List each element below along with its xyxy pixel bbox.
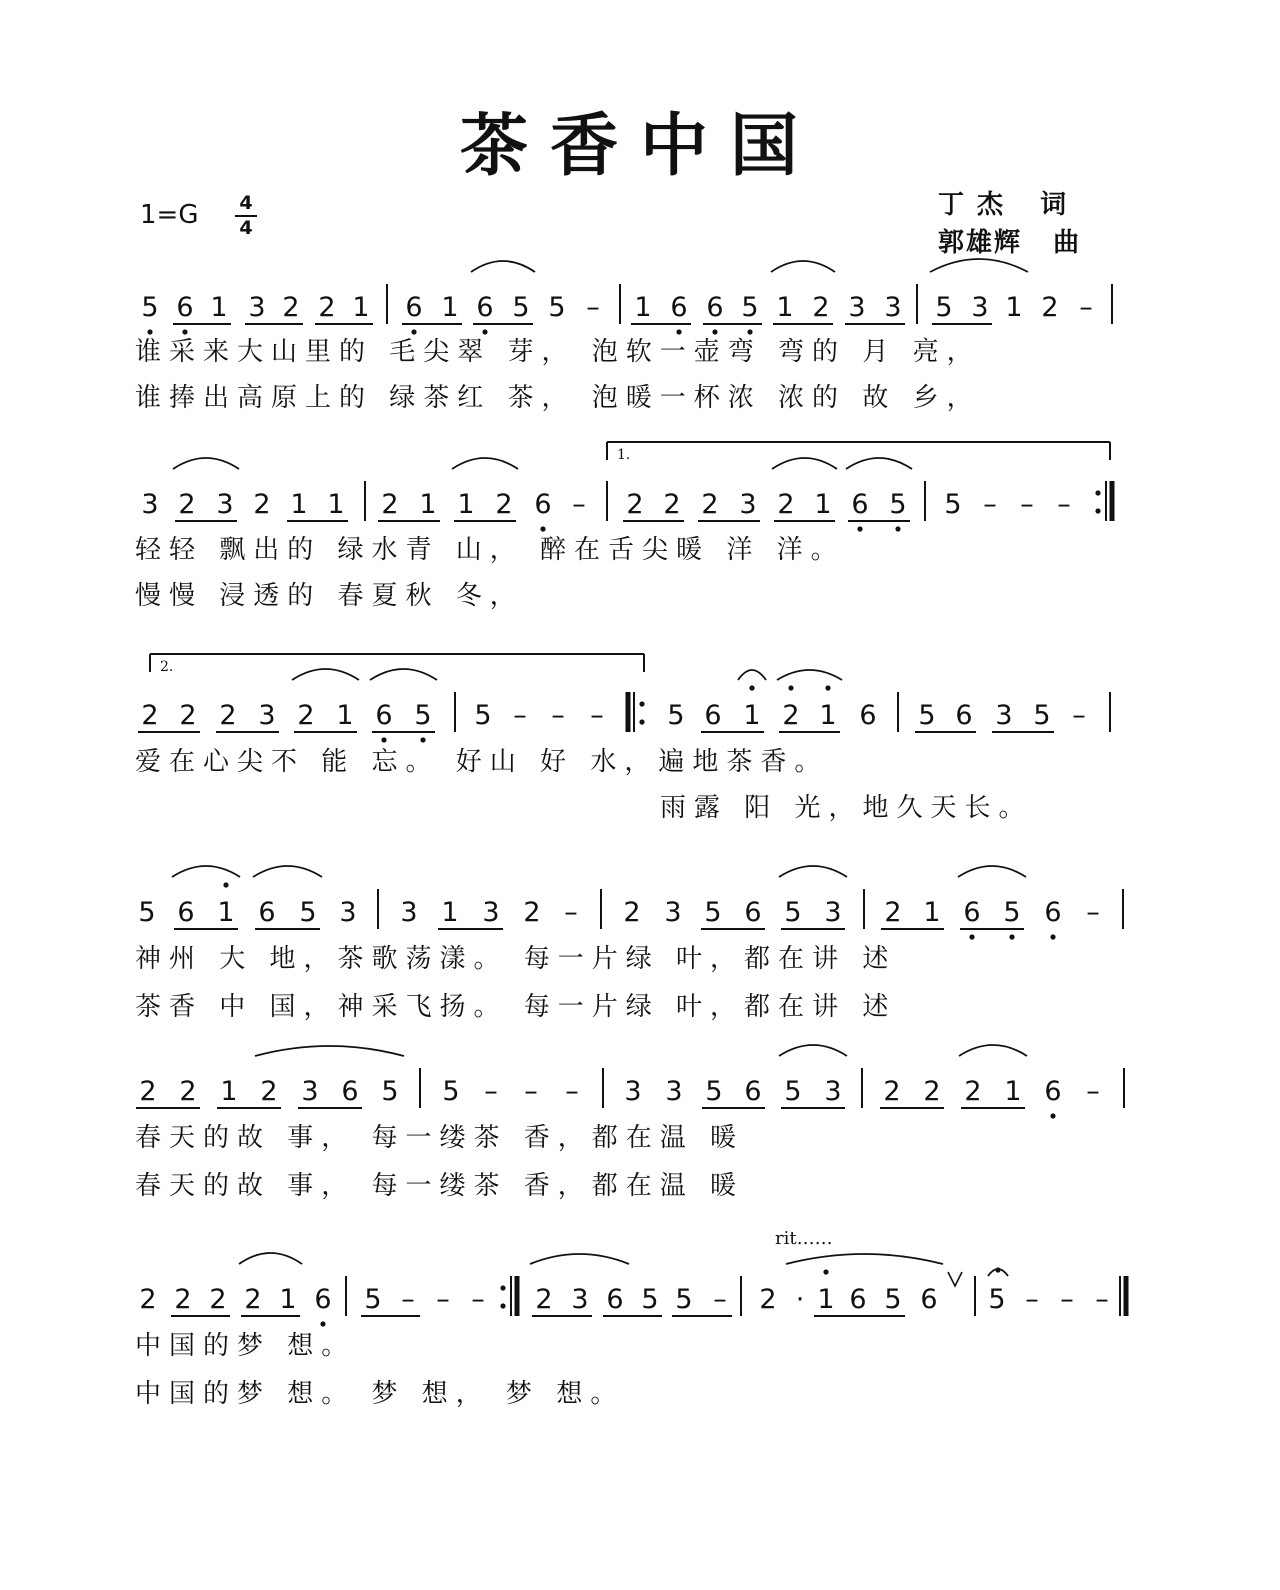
note-number: 5 bbox=[641, 1284, 659, 1315]
low-octave-dot bbox=[381, 737, 386, 742]
note-number: 6 bbox=[258, 897, 276, 928]
note-number: 3 bbox=[664, 897, 682, 928]
low-octave-dot bbox=[1050, 1113, 1055, 1118]
lyric-line-1: 春天的故 事， 每一缕茶 香，都在温 暖 bbox=[135, 1123, 745, 1153]
note-number: 3 bbox=[824, 1076, 842, 1107]
sustain-dash: – bbox=[484, 1076, 498, 1107]
slur bbox=[771, 261, 835, 272]
slur bbox=[172, 866, 240, 877]
fermata-dot bbox=[995, 1267, 1000, 1272]
slur bbox=[173, 458, 239, 469]
sustain-dash: – bbox=[565, 1076, 579, 1107]
note-number: 3 bbox=[482, 897, 500, 928]
sustain-dash: – bbox=[1060, 1284, 1074, 1315]
low-octave-dot bbox=[411, 329, 416, 334]
sustain-dash: – bbox=[524, 1076, 538, 1107]
slur bbox=[738, 670, 766, 680]
sustain-dash: – bbox=[1020, 489, 1034, 520]
lyric-line-1: 轻轻 飘出的 绿水青 山， 醉在舌尖暖 洋 洋。 bbox=[135, 535, 845, 565]
lyricist-role: 词 bbox=[1040, 190, 1069, 220]
note-number: 2 bbox=[209, 1284, 227, 1315]
sustain-dash: – bbox=[1025, 1284, 1039, 1315]
note-number: 1 bbox=[210, 292, 228, 323]
note-number: 6 bbox=[1044, 1076, 1062, 1107]
time-signature-top: 4 bbox=[239, 192, 253, 214]
lyric-line-1: 中国的梦 想。 bbox=[135, 1331, 356, 1361]
note-number: 6 bbox=[1044, 897, 1062, 928]
sustain-dash: – bbox=[1095, 1284, 1109, 1315]
lyric-line-2: 春天的故 事， 每一缕茶 香，都在温 暖 bbox=[135, 1171, 745, 1201]
note-number: 1 bbox=[217, 897, 235, 928]
slur bbox=[255, 1046, 404, 1056]
slur bbox=[530, 1254, 629, 1264]
low-octave-dot bbox=[320, 1321, 325, 1326]
note-number: 3 bbox=[884, 292, 902, 323]
sustain-dash: – bbox=[983, 489, 997, 520]
note-number: 2 bbox=[244, 1284, 262, 1315]
sustain-dash: – bbox=[564, 897, 578, 928]
note-number: 2 bbox=[782, 700, 800, 731]
high-octave-dot bbox=[749, 685, 754, 690]
repeat-dot bbox=[1095, 490, 1100, 495]
note-number: 1 bbox=[290, 489, 308, 520]
note-number: 5 bbox=[705, 1076, 723, 1107]
note-number: 5 bbox=[704, 897, 722, 928]
lyric-line-2: 雨露 阳 光，地久天长。 bbox=[660, 793, 1033, 823]
note-number: 5 bbox=[935, 292, 953, 323]
note-number: 5 bbox=[944, 489, 962, 520]
note-number: 2 bbox=[883, 1076, 901, 1107]
note-number: 6 bbox=[176, 292, 194, 323]
low-octave-dot bbox=[1050, 934, 1055, 939]
note-number: 2 bbox=[297, 700, 315, 731]
note-number: 1 bbox=[441, 292, 459, 323]
note-number: 5 bbox=[884, 1284, 902, 1315]
note-number: 1 bbox=[327, 489, 345, 520]
low-octave-dot bbox=[712, 329, 717, 334]
note-number: 2 bbox=[178, 489, 196, 520]
note-number: 6 bbox=[859, 700, 877, 731]
sustain-dash: – bbox=[590, 700, 604, 731]
note-number: 1 bbox=[1005, 292, 1023, 323]
note-number: 2 bbox=[812, 292, 830, 323]
sustain-dash: – bbox=[1086, 897, 1100, 928]
sustain-dash: – bbox=[713, 1284, 727, 1315]
note-number: 2 bbox=[623, 897, 641, 928]
note-number: 6 bbox=[375, 700, 393, 731]
sustain-dash: – bbox=[572, 489, 586, 520]
slur bbox=[786, 1254, 943, 1264]
note-number: 1 bbox=[441, 897, 459, 928]
sustain-dash: – bbox=[1057, 489, 1071, 520]
note-number: 2 bbox=[139, 1076, 157, 1107]
note-number: 6 bbox=[405, 292, 423, 323]
note-number: 3 bbox=[571, 1284, 589, 1315]
note-number: 6 bbox=[606, 1284, 624, 1315]
note-number: 5 bbox=[667, 700, 685, 731]
slur bbox=[772, 458, 837, 469]
lyric-line-2: 中国的梦 想。 梦 想， 梦 想。 bbox=[135, 1379, 625, 1409]
note-number: 5 bbox=[299, 897, 317, 928]
note-number: 6 bbox=[851, 489, 869, 520]
note-number: 5 bbox=[364, 1284, 382, 1315]
sustain-dash: – bbox=[401, 1284, 415, 1315]
note-number: 6 bbox=[849, 1284, 867, 1315]
slur bbox=[452, 458, 518, 469]
note-number: 5 bbox=[784, 897, 802, 928]
slur bbox=[930, 259, 1028, 272]
note-number: 5 bbox=[138, 897, 156, 928]
note-number: 5 bbox=[918, 700, 936, 731]
high-octave-dot bbox=[823, 1269, 828, 1274]
note-number: 3 bbox=[248, 292, 266, 323]
note-number: 3 bbox=[216, 489, 234, 520]
low-octave-dot bbox=[857, 526, 862, 531]
note-number: 2 bbox=[759, 1284, 777, 1315]
note-number: · bbox=[795, 1284, 805, 1315]
note-number: 6 bbox=[955, 700, 973, 731]
slur bbox=[959, 1045, 1027, 1056]
high-octave-dot bbox=[223, 882, 228, 887]
low-octave-dot bbox=[1009, 934, 1014, 939]
note-number: 2 bbox=[495, 489, 513, 520]
note-number: 5 bbox=[414, 700, 432, 731]
lyric-line-2: 慢慢 浸透的 春夏秋 冬， bbox=[135, 581, 524, 611]
note-number: 2 bbox=[253, 489, 271, 520]
lyric-line-1: 神州 大 地，茶歌荡漾。 每一片绿 叶，都在讲 述 bbox=[135, 944, 897, 974]
note-number: 6 bbox=[534, 489, 552, 520]
low-octave-dot bbox=[147, 329, 152, 334]
slur bbox=[239, 1253, 302, 1264]
slur bbox=[471, 261, 535, 272]
note-number: 5 bbox=[442, 1076, 460, 1107]
sustain-dash: – bbox=[436, 1284, 450, 1315]
note-number: 3 bbox=[995, 700, 1013, 731]
note-number: 5 bbox=[141, 292, 159, 323]
slur bbox=[779, 866, 847, 877]
note-number: 1 bbox=[279, 1284, 297, 1315]
sustain-dash: – bbox=[513, 700, 527, 731]
note-number: 2 bbox=[777, 489, 795, 520]
low-octave-dot bbox=[182, 329, 187, 334]
note-number: 3 bbox=[400, 897, 418, 928]
lyric-line-1: 谁采来大山里的 毛尖翠 芽， 泡软一壶弯 弯的 月 亮， bbox=[135, 337, 981, 367]
note-number: 1 bbox=[457, 489, 475, 520]
note-number: 5 bbox=[1003, 897, 1021, 928]
note-number: 5 bbox=[1033, 700, 1051, 731]
note-number: 6 bbox=[177, 897, 195, 928]
note-number: 5 bbox=[548, 292, 566, 323]
note-number: 2 bbox=[964, 1076, 982, 1107]
low-octave-dot bbox=[747, 329, 752, 334]
time-signature-bottom: 4 bbox=[239, 217, 253, 239]
repeat-dot bbox=[639, 719, 644, 724]
note-number: 1 bbox=[923, 897, 941, 928]
song-title: 茶香中国 bbox=[459, 107, 820, 186]
sustain-dash: – bbox=[551, 700, 565, 731]
note-number: 5 bbox=[512, 292, 530, 323]
slur bbox=[370, 669, 437, 680]
sustain-dash: – bbox=[586, 292, 600, 323]
lyric-line-2: 茶香 中 国，神采飞扬。 每一片绿 叶，都在讲 述 bbox=[135, 992, 897, 1022]
note-number: 2 bbox=[626, 489, 644, 520]
note-number: 2 bbox=[260, 1076, 278, 1107]
sustain-dash: – bbox=[1086, 1076, 1100, 1107]
note-number: 1 bbox=[819, 700, 837, 731]
note-number: 3 bbox=[971, 292, 989, 323]
composer-name: 郭雄辉 bbox=[938, 228, 1023, 258]
sustain-dash: – bbox=[1072, 700, 1086, 731]
lyricist-name: 丁 杰 bbox=[938, 190, 1006, 220]
note-number: 2 bbox=[1041, 292, 1059, 323]
repeat-dot bbox=[1095, 508, 1100, 513]
tempo-mark: rit…… bbox=[775, 1228, 833, 1249]
note-number: 2 bbox=[179, 700, 197, 731]
note-number: 2 bbox=[179, 1076, 197, 1107]
sustain-dash: – bbox=[471, 1284, 485, 1315]
note-number: 6 bbox=[744, 1076, 762, 1107]
key-signature: 1=G bbox=[140, 200, 199, 230]
note-number: 1 bbox=[1004, 1076, 1022, 1107]
note-number: 1 bbox=[814, 489, 832, 520]
repeat-dot bbox=[500, 1303, 505, 1308]
note-number: 6 bbox=[314, 1284, 332, 1315]
slur bbox=[777, 670, 842, 680]
note-number: 6 bbox=[341, 1076, 359, 1107]
low-octave-dot bbox=[969, 934, 974, 939]
high-octave-dot bbox=[825, 685, 830, 690]
note-number: 6 bbox=[706, 292, 724, 323]
volta-2-label: 2. bbox=[160, 659, 174, 675]
note-number: 6 bbox=[704, 700, 722, 731]
note-number: 3 bbox=[665, 1076, 683, 1107]
note-number: 1 bbox=[419, 489, 437, 520]
note-number: 1 bbox=[634, 292, 652, 323]
repeat-dot bbox=[639, 701, 644, 706]
note-number: 3 bbox=[848, 292, 866, 323]
low-octave-dot bbox=[895, 526, 900, 531]
note-number: 5 bbox=[381, 1076, 399, 1107]
low-octave-dot bbox=[540, 526, 545, 531]
note-number: 2 bbox=[219, 700, 237, 731]
note-number: 2 bbox=[174, 1284, 192, 1315]
note-number: 6 bbox=[476, 292, 494, 323]
note-number: 2 bbox=[923, 1076, 941, 1107]
slur bbox=[958, 866, 1026, 877]
note-number: 5 bbox=[784, 1076, 802, 1107]
note-number: 5 bbox=[741, 292, 759, 323]
breath-mark-icon bbox=[948, 1272, 962, 1286]
lyric-line-1: 爱在心尖不 能 忘。 好山 好 水，遍地茶香。 bbox=[135, 747, 829, 777]
note-number: 2 bbox=[535, 1284, 553, 1315]
slur bbox=[779, 1045, 847, 1056]
note-number: 3 bbox=[258, 700, 276, 731]
lyric-line-2: 谁捧出高原上的 绿茶红 茶， 泡暖一杯浓 浓的 故 乡， bbox=[135, 383, 981, 413]
sustain-dash: – bbox=[1079, 292, 1093, 323]
note-number: 3 bbox=[141, 489, 159, 520]
slur bbox=[292, 669, 359, 680]
note-number: 2 bbox=[884, 897, 902, 928]
note-number: 5 bbox=[889, 489, 907, 520]
low-octave-dot bbox=[676, 329, 681, 334]
note-number: 3 bbox=[339, 897, 357, 928]
note-number: 6 bbox=[744, 897, 762, 928]
note-number: 5 bbox=[988, 1284, 1006, 1315]
note-number: 6 bbox=[963, 897, 981, 928]
slur bbox=[846, 458, 912, 469]
volta-1-label: 1. bbox=[617, 447, 631, 463]
note-number: 1 bbox=[336, 700, 354, 731]
note-number: 2 bbox=[663, 489, 681, 520]
low-octave-dot bbox=[420, 737, 425, 742]
note-number: 2 bbox=[318, 292, 336, 323]
note-number: 2 bbox=[381, 489, 399, 520]
high-octave-dot bbox=[788, 685, 793, 690]
low-octave-dot bbox=[482, 329, 487, 334]
note-number: 5 bbox=[675, 1284, 693, 1315]
note-number: 2 bbox=[282, 292, 300, 323]
note-number: 3 bbox=[624, 1076, 642, 1107]
note-number: 1 bbox=[352, 292, 370, 323]
repeat-dot bbox=[500, 1285, 505, 1290]
note-number: 3 bbox=[301, 1076, 319, 1107]
note-number: 1 bbox=[817, 1284, 835, 1315]
note-number: 5 bbox=[474, 700, 492, 731]
note-number: 1 bbox=[743, 700, 761, 731]
note-number: 2 bbox=[523, 897, 541, 928]
note-number: 1 bbox=[220, 1076, 238, 1107]
slur bbox=[253, 866, 322, 877]
note-number: 2 bbox=[701, 489, 719, 520]
note-number: 1 bbox=[776, 292, 794, 323]
note-number: 3 bbox=[739, 489, 757, 520]
note-number: 2 bbox=[141, 700, 159, 731]
composer-role: 曲 bbox=[1053, 228, 1082, 258]
note-number: 2 bbox=[139, 1284, 157, 1315]
note-number: 6 bbox=[670, 292, 688, 323]
note-number: 6 bbox=[920, 1284, 938, 1315]
note-number: 3 bbox=[824, 897, 842, 928]
